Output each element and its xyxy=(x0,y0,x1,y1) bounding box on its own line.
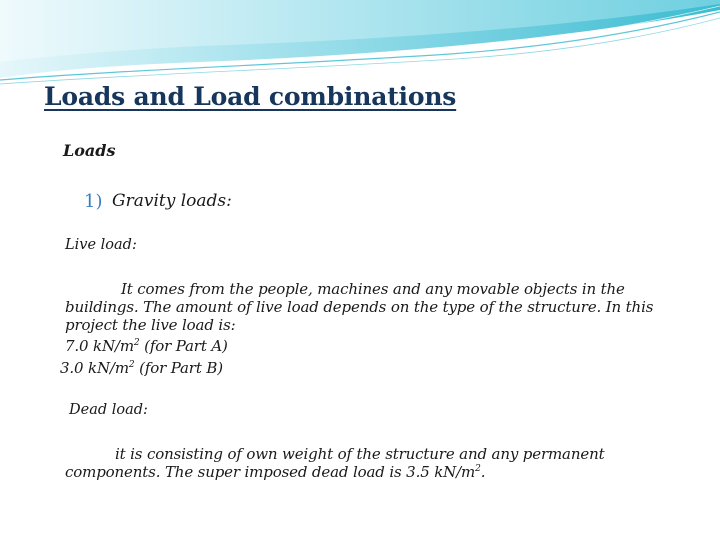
value-a-suffix: (for Part A) xyxy=(139,337,228,355)
value-b-prefix: 3.0 kN/m xyxy=(60,359,129,377)
live-load-line-2: buildings. The amount of live load depends on the type of the structure. In this xyxy=(65,298,654,316)
live-load-value-part-a xyxy=(65,337,228,355)
live-load-value-part-b xyxy=(60,359,223,377)
value-b-superscript: 2 xyxy=(128,360,135,370)
dead-load-line-2-suffix: . xyxy=(480,463,486,481)
live-load-line-1: It comes from the people, machines and any movable objects in the xyxy=(121,280,625,298)
live-load-line-3: project the live load is: xyxy=(65,316,236,334)
list-item-label: Gravity loads: xyxy=(112,191,232,211)
dead-load-heading: Dead load: xyxy=(69,402,148,418)
header-wave-decoration xyxy=(0,0,720,90)
dead-load-line-2-prefix: components. The super imposed dead load is 3.5 kN/m xyxy=(65,463,476,481)
dead-load-line-2 xyxy=(65,463,485,481)
value-a-superscript: 2 xyxy=(133,338,140,348)
dead-load-superscript: 2 xyxy=(475,464,481,474)
value-b-suffix: (for Part B) xyxy=(134,359,223,377)
section-heading: Loads xyxy=(63,141,116,160)
page-title: Loads and Load combinations xyxy=(44,82,457,111)
dead-load-line-1: it is consisting of own weight of the structure and any permanent xyxy=(115,445,605,463)
value-a-prefix: 7.0 kN/m xyxy=(65,337,134,355)
list-item-number: 1) xyxy=(84,191,103,212)
live-load-heading: Live load: xyxy=(65,237,137,253)
